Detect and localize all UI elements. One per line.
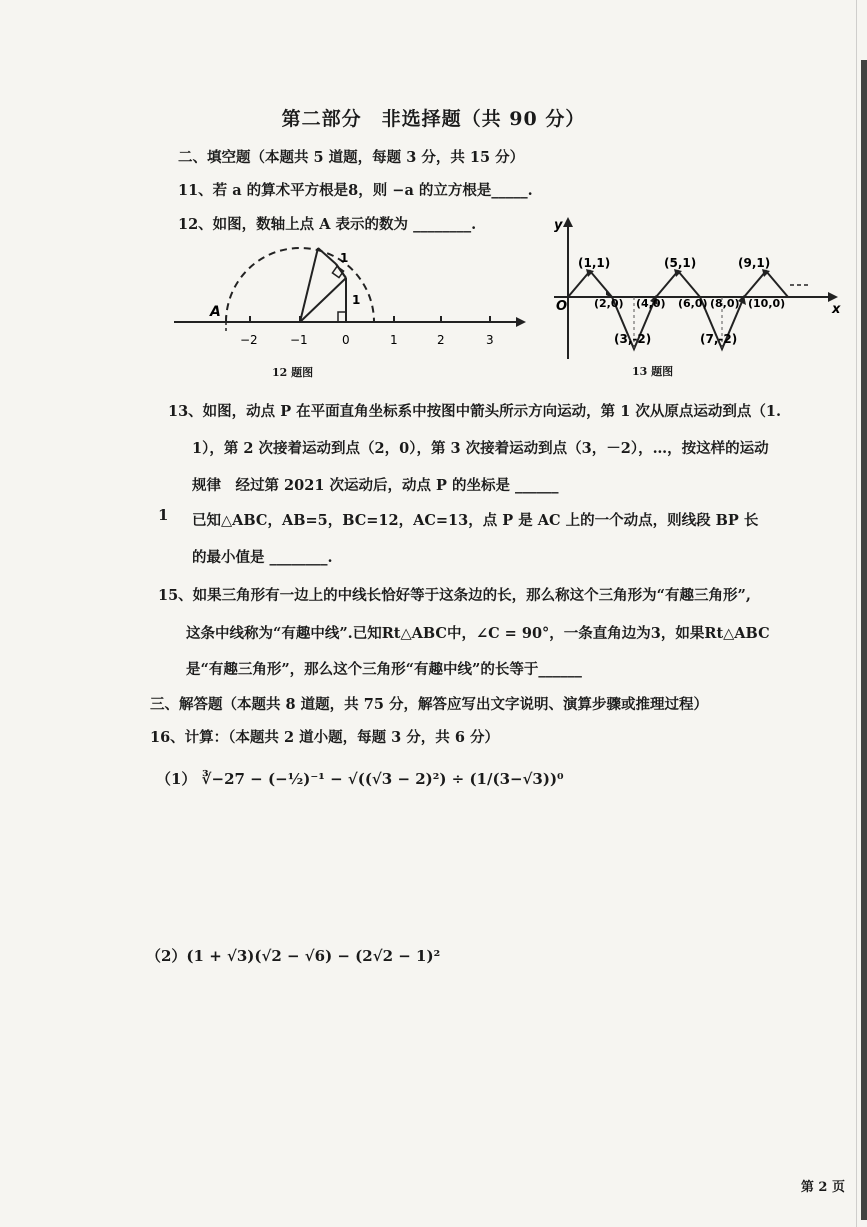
section2-heading: 二、填空题（本题共 5 道题，每题 3 分，共 15 分）	[178, 149, 525, 166]
question-15-line2: 这条中线称为“有趣中线”.已知Rt△ABC中，∠C = 90°，一条直角边为3，如果Rt△ABC	[186, 625, 770, 642]
question-15-line3: 是“有趣三角形”，那么这个三角形“有趣中线”的长等于______	[186, 661, 582, 678]
question-11: 11、若 a 的算术平方根是8，则 −a 的立方根是_____.	[178, 182, 533, 199]
figure-12-caption: 12 题图	[272, 366, 314, 379]
question-12: 12、如图，数轴上点 A 表示的数为 ________.	[178, 216, 477, 233]
question-14-line1: 已知△ABC，AB=5，BC=12，AC=13，点 P 是 AC 上的一个动点，则线段 BP 长	[192, 512, 759, 529]
point-6-0: (6,0)	[678, 297, 708, 310]
tick-label-0: 0	[342, 333, 350, 347]
tick-label-2: 2	[437, 333, 445, 347]
side-label-2: 1	[352, 293, 361, 307]
point-8-0: (8,0)	[710, 297, 740, 310]
question-14-number: 1	[158, 506, 169, 524]
question-13-line3: 规律 经过第 2021 次运动后，动点 P 的坐标是 ______	[192, 477, 559, 494]
question-15-line1: 15、如果三角形有一边上的中线长恰好等于这条边的长，那么称这个三角形为“有趣三角形”,	[158, 587, 751, 604]
point-3-neg2: (3,-2)	[614, 332, 652, 346]
section3-heading: 三、解答题（本题共 8 道题，共 75 分，解答应写出文字说明、演算步骤或推理过程）	[150, 696, 708, 713]
figure-13	[548, 215, 846, 363]
question-16-heading: 16、计算：（本题共 2 道小题，每题 3 分，共 6 分）	[150, 729, 499, 746]
point-10-0: (10,0)	[748, 297, 786, 310]
tick-label-1: 1	[390, 333, 398, 347]
question-16-part1: （1） ∛−27 − (−½)⁻¹ − √((√3 − 2)²) ÷ (1/(3−√3))⁰	[156, 770, 564, 788]
scan-edge-line	[856, 0, 857, 1227]
point-7-neg2: (7,-2)	[700, 332, 738, 346]
point-5-1: (5,1)	[664, 256, 697, 270]
axis-x-label: x	[832, 302, 841, 317]
page-number: 第 2 页	[800, 1180, 845, 1195]
number-line-arrow	[516, 317, 526, 327]
tick-label-neg1: −1	[290, 333, 308, 347]
axis-y-label: y	[554, 218, 563, 233]
dashed-arc	[226, 248, 374, 322]
point-9-1: (9,1)	[738, 256, 771, 270]
origin-label: O	[556, 299, 568, 314]
scan-edge-shadow	[861, 60, 867, 1220]
question-14-line2: 的最小值是 ________.	[192, 549, 333, 566]
tick-label-3: 3	[486, 333, 494, 347]
point-2-0: (2,0)	[594, 297, 624, 310]
question-13-line2: 1），第 2 次接着运动到点（2，0），第 3 次接着运动到点（3，－2），…，按这样的运动	[192, 440, 769, 457]
figure-12	[170, 238, 530, 358]
question-16-part2: （2）(1 + √3)(√2 − √6) − (2√2 − 1)²	[146, 947, 441, 965]
figure-13-caption: 13 题图	[632, 365, 674, 378]
tick-label-neg2: −2	[240, 333, 258, 347]
side-label-1: 1	[340, 251, 349, 265]
point-1-1: (1,1)	[578, 256, 611, 270]
point-4-0: (4,0)	[636, 297, 666, 310]
zigzag-path	[568, 271, 788, 349]
point-a-label: A	[210, 304, 221, 320]
question-13-line1: 13、如图，动点 P 在平面直角坐标系中按图中箭头所示方向运动，第 1 次从原点运动到点（1.	[168, 403, 781, 420]
part-title: 第二部分 非选择题（共 90 分）	[281, 108, 586, 130]
